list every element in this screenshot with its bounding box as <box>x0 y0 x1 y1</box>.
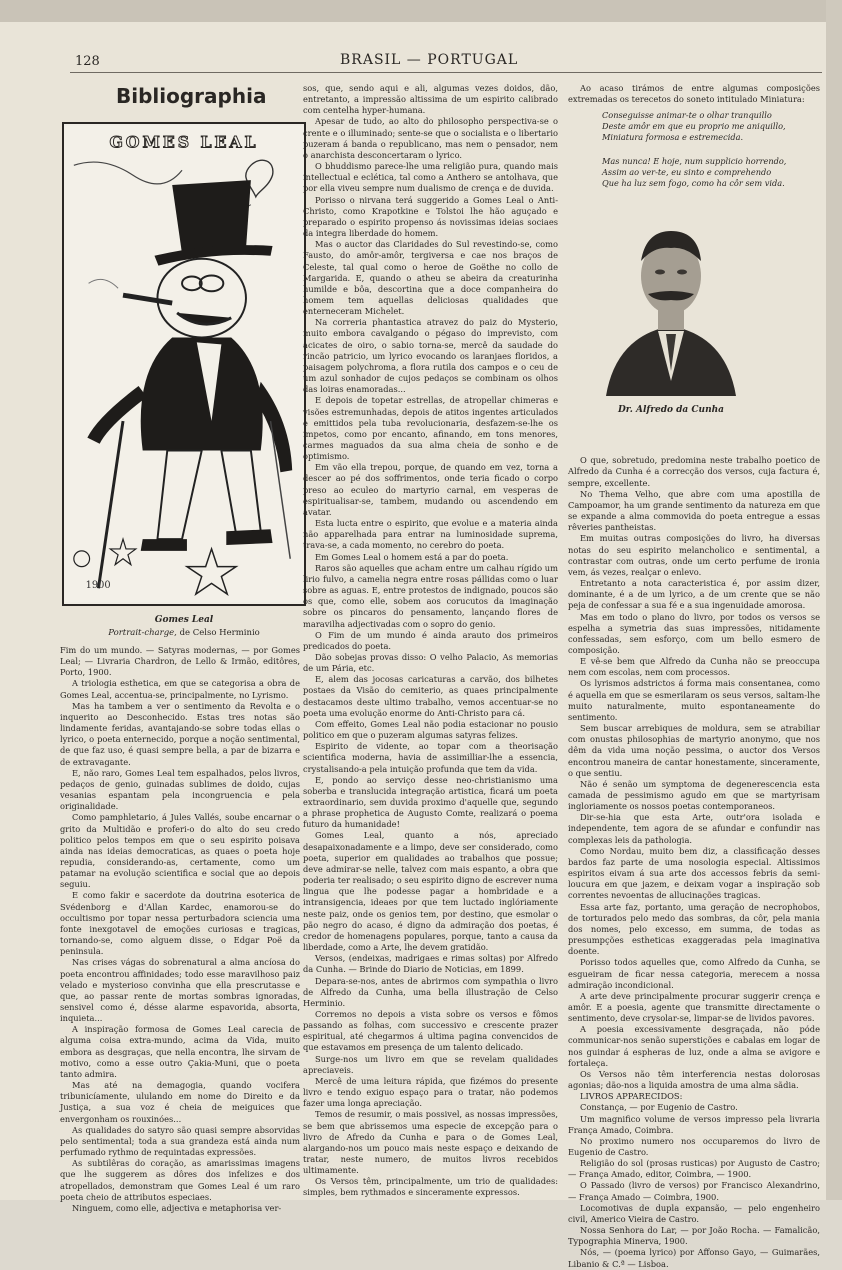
poem-line: Deste amôr em que eu proprio me aniquillo, <box>602 121 786 131</box>
figure-caption-name: Gomes Leal <box>154 615 214 625</box>
poem-line: Conseguisse animar-te o olhar tranquillo <box>602 110 772 120</box>
paragraph: E depois de topetar estrellas, de atropellar chimeras e visões estremunhadas, depois de atitos ingentes articulados e emittidos pela tuba revolucionaria, desfazem-se-lhe os impetos, como por encanto, afinando, em tons menores, carmes maguados da sua alma cheia de sonho e de optimismo. <box>303 395 558 462</box>
paragraph: sos, que, sendo aqui e ali, algumas vezes doidos, dão, entretanto, a impressão altissima de um espirito calibrado com centelha hyper-humana. <box>303 83 558 116</box>
paragraph: As qualidades do satyro são quasi sempre absorvidas pelo sentimental; toda a sua grandeza está ainda num perfumado rythmo de requintadas expressões. <box>60 1124 300 1158</box>
paragraph: O que, sobretudo, predomina neste trabalho poetico de Alfredo da Cunha é a correcção dos versos, cuja factura é, sempre, excellente. <box>568 455 820 488</box>
paragraph: E como fakir e sacerdote da doutrina esoterica de Svédenborg e d'Allan Kardec, enamorou-se do occultismo por topar nessa perturbadora sciencia uma fonte inexgotavel de emoções curiosas e tragicas, tornando-se, como alguem disse, o Edgar Poë da peninsula. <box>60 890 300 957</box>
paragraph: Surge-nos um livro em que se revelam qualidades apreciaveis. <box>303 1053 558 1075</box>
paragraph: Gomes Leal, quanto a nós, apreciado desapaixonadamente e a limpo, deve ser considerado, como poeta, superior em qualidades ao trabalhos que possue; deve admirar-se nelle, talvez com mais espanto, a obra que poderia ter realisado; o seu espirito digno de escrever numa lingua que lhe podesse pagar a hombridade e a intransigencia, ideaes por que tem luctado inglóriamente neste paiz, onde os genios tem, por destino, que esmolar o pão negro do acaso, é digno da admiração dos poetas, é credor de homenagens populares, porque, tanto a causa da liberdade, como a Arte, lhe devem gratidão. <box>303 830 558 953</box>
paragraph: Os lyrismos adstrictos á forma mais consentanea, como é aquella em que se esmerilaram os seus versos, saltam-lhe muito naturalmente, muito espontaneamente do sentimento. <box>568 678 820 722</box>
paragraph: A inspiração formosa de Gomes Leal carecia de alguma coisa extra-mundo, acima da Vida, muito embora as desgraças, que nella encontra, lhe sirvam de motivo, como a esse outro Çakia-Muni, que o poeta tanto admira. <box>60 1024 300 1079</box>
paragraph: O bhuddismo parece-lhe uma religião pura, quando mais intellectual e eclética, tal como a Anthero se antolhava, que por ella viveu sempre num dualismo de crença e de duvida. <box>303 161 558 194</box>
poem-stanza-2 <box>602 156 786 189</box>
header-rule <box>70 72 822 73</box>
paragraph: A triologia esthetica, em que se categorisa a obra de Gomes Leal, accentua-se, principalmente, no Lyrismo. <box>60 678 300 700</box>
column3-intro: Ao acaso tirámos de entre algumas composições extremadas os terecetos do soneto intitulado Miniatura: <box>568 83 820 105</box>
paragraph: Na correria phantastica atravez do paiz do Mysterio, muito embora cavalgando o pégaso do imprevisto, com acicates de oiro, o sabio torna-se, mercê da saudade do rincão patricio, um lyrico evocando os laranjaes floridos, a paisagem polychroma, a flora rutila dos campos e o ceu de um azul sonhador de cujos pedaços se combinam os olhos das loiras enamoradas... <box>303 317 558 395</box>
caption-credit-italic: Portrait-charge, <box>108 628 177 638</box>
paragraph: Depara-se-nos, antes de abrirmos com sympathia o livro de Alfredo da Cunha, uma bella illustração de Celso Herminio. <box>303 975 558 1008</box>
paragraph: As subtilêras do coração, as amarissimas imagens que lhe suggerem as dôres dos infelizes e dos atropellados, demonstram que Gomes Leal é um raro poeta cheio de attributos especiaes. <box>60 1158 300 1202</box>
paragraph: Porisso o nirvana terá suggerido a Gomes Leal o Anti-Christo, como Krapotkine e Tolstoi lhe hão aguçado e preparado o espirito propenso ás novissimas ideias sociaes da integra liberdade do homem. <box>303 194 558 239</box>
paragraph: Como Nordau, muito bem diz, a classificação desses bardos faz parte de uma nosologia especial. Altissimos espiritos eivam á sua arte dos accessos febris da semi-loucura em que jazem, e deixam vogar a inspiração sob correntes nevoentas de allucinações tragicas. <box>568 845 820 901</box>
paragraph: Raros são aquelles que acham entre um calhau rígido um lirio fulvo, a camelia negra entre rosas pállidas como o luar sobre as aguas. E, entre protestos de indignado, poucos são os que, como elle, sobem aos corucutos da imaginação sobre os pincaros do pensamento, lançando flores de maravilha adjectivadas com o sopro do genio. <box>303 562 558 629</box>
paragraph: A poesia excessivamente desgraçada, não póde communicar-nos senão superstições e cabalas em logar de nos guindar á espheras de luz, onde a alma se avigore e fortaleça. <box>568 1024 820 1068</box>
paragraph: E, não raro, Gomes Leal tem espalhados, pelos livros, pedaços de genio, guinadas sublimes de doido, cujas vesanias espantam pela incongruencia e pela originalidade. <box>60 767 300 812</box>
portrait-drawing <box>586 206 756 396</box>
caption-credit-text: de Celso Herminio <box>179 628 260 638</box>
paragraph: Um magnifico volume de versos impresso pela livraria França Amado, Coimbra. <box>568 1113 820 1135</box>
poem-line: Miniatura formosa e estremecida. <box>602 132 744 142</box>
paragraph: Nossa Senhora do Lar, — por João Rocha. — Famalicão, Typographia Minerva, 1900. <box>568 1225 820 1247</box>
paragraph: Espirito de vidente, ao topar com a theorisação scientifica moderna, havia de assimilliar-lhe a essencia, crystalisando-a pela intuição profunda que tem da vida. <box>303 741 558 774</box>
portrait-photo <box>586 206 756 396</box>
paragraph: Corremos no depois a vista sobre os versos e fômos passando as folhas, com successivo e crescente prazer espiritual, até chegarmos á ultima pagina convencidos de que estavamos em presença de um talento delicado. <box>303 1008 558 1053</box>
paragraph: Mercê de uma leitura rápida, que fizémos do presente livro e tendo exiguo espaço para o tratar, não podemos fazer uma longa apreciação. <box>303 1075 558 1109</box>
poem-line: Mas nunca! E hoje, num supplicio horrendo, <box>602 156 787 166</box>
portrait-caption: Dr. Alfredo da Cunha <box>617 405 725 415</box>
running-title: BRASIL — PORTUGAL <box>340 52 519 68</box>
page-number: 128 <box>75 54 100 69</box>
paragraph: Temos de resumir, o mais possivel, as nossas impressões, se bem que abrissemos uma especie de excepção para o livro de Afredo da Cunha e para o de Gomes Leal, alargando-nos um pouco mais neste espaço e deixando de tratar, neste numero, de muitos livros recebidos ultimamente. <box>303 1109 558 1176</box>
paragraph: Sem buscar arrebiques de moldura, sem se atrabiliar com onustas philosophias de martyrio anonymo, que nos dêm da vida uma noção pessima, o auctor dos Versos encontrou maneira de cantar honestamente, sinceramente, o que sentiu. <box>568 723 820 778</box>
paragraph: No proximo numero nos occuparemos do livro de Eugenio de Castro. <box>568 1135 820 1157</box>
paragraph: Apesar de tudo, ao alto do philosopho perspectiva-se o crente e o illuminado; sente-se que o socialista e o libertario puzeram á banda o republicano, mas nem o pensador, nem o anarchista desconcertaram o lyrico. <box>303 116 558 160</box>
paragraph: Essa arte faz, portanto, uma geração de necrophobos, de torturados pelo medo das sombras, da côr, pela mania dos nomes, pelo excesso, em summa, de todas as presumpções estheticas exaggeradas pela imaginativa doente. <box>568 901 820 957</box>
paragraph: A arte deve principalmente procurar suggerir crença e amôr. E a poesia, agente que transmitte directamente o sentimento, deve crysolar-se, limpar-se de lividos pavores. <box>568 990 820 1024</box>
paragraph: Religião do sol (prosas rusticas) por Augusto de Castro; — França Amado, editor, Coimbra, — 1900. <box>568 1158 820 1180</box>
paragraph: E, pondo ao serviço desse neo-christianismo uma soberba e translucida integração artistica, ficará um poeta extraordinario, sem duvida proximo d'aquelle que, segundo a phrase prophetica de Augusto Comte, realizará o poema futuro da humanidade! <box>303 774 558 830</box>
paragraph: E, alem das jocosas caricaturas a carvão, dos bilhetes postaes da Visão do cemiterio, as quaes principalmente destacamos deste ultimo trabalho, vemos accentuar-se no poeta uma evolução enorme do Anti-Christo para cá. <box>303 674 558 718</box>
paragraph: Mas ha tambem a ver o sentimento da Revolta e o inquerito ao Desconhecido. Estas tres notas são lindamente feridas, avantajando-se sobre todas ellas o lyrico, o poeta enternecido, porque a noção sentimental, de que faz uso, é quasi sempre bella, a par de bizarra e de extravagante. <box>60 700 300 767</box>
paragraph: Porisso todos aquelles que, como Alfredo da Cunha, se esgueiram de ficar nessa categoria, merecem a nossa admiração incondicional. <box>568 957 820 990</box>
paragraph: Entretanto a nota caracteristica é, por assim dizer, dominante, é a de um lyrico, a de um crente que se não peja de confessar a sua fé e a sua ingenuidade amorosa. <box>568 578 820 611</box>
paragraph: Os Versos não têm interferencia nestas dolorosas agonias; dão-nos a liquida amostra de uma alma sãdia. <box>568 1068 820 1091</box>
paragraph: Não é senão um symptoma de degenerescencia esta camada de pessimismo agudo em que se martyrisam ingloriamente os nossos poetas contemporaneos. <box>568 778 820 812</box>
paragraph: Mas o auctor das Claridades do Sul revestindo-se, como Fausto, do amôr-amôr, tergiversa e cae nos braços de Celeste, tal qual como o heroe de Goëthe no collo de Margarida. E, quando o atheu se abeira da creaturinha humilde e bôa, descortina que a doce companheira do homem tem aquellas deliciosas qualidades que enterneceram Michelet. <box>303 239 558 317</box>
paragraph: Versos, (endeixas, madrigaes e rimas soltas) por Alfredo da Cunha. — Brinde do Diario de Noticias, em 1899. <box>303 953 558 975</box>
paragraph: Esta lucta entre o espirito, que evolue e a materia ainda não apparelhada para entrar na luminosidade suprema, trava-se, a cada momento, no cerebro do poeta. <box>303 518 558 551</box>
paragraph: Como pamphletario, á Jules Vallés, soube encarnar o grito da Multidão e proferi-o do alto do seu credo politico pelos tempos em que o seu espirito poisava ainda nas ideias democraticas, as quaes o poeta hoje repudia, considerando-as, certamente, como um patamar na evolução scientifica e social que ao depois seguiu. <box>60 812 300 890</box>
paragraph: Os Versos têm, principalmente, um trio de qualidades: simples, bem rythmados e sinceramente expressos. <box>303 1176 558 1198</box>
paragraph: Dão sobejas provas disso: O velho Palacio, As memorias de um Pária, etc. <box>303 651 558 674</box>
paragraph: E vê-se bem que Alfredo da Cunha não se preoccupa nem com escolas, nem com processos. <box>568 656 820 678</box>
paragraph: Mas até na demagogia, quando vocifera tribunicíamente, ululando em nome do Direito e da Justiça, a sua voz é cheia de meiguices que envergonham os rouxinóes... <box>60 1080 300 1124</box>
column-2 <box>303 83 558 1199</box>
paragraph: LIVROS APPARECIDOS: <box>580 1091 683 1102</box>
paragraph: Ninguem, como elle, adjectiva e metaphorisa ver- <box>72 1202 282 1213</box>
poem-stanza-1 <box>602 110 786 143</box>
art-year: 1900 <box>85 580 111 592</box>
paragraph: Constança, — por Eugenio de Castro. <box>580 1102 738 1113</box>
paragraph: O Fim de um mundo é ainda arauto dos primeiros predicados do poeta. <box>303 629 558 651</box>
paragraph: Com effeito, Gomes Leal não podia estacionar no pousio politico em que o puzeram algumas satyras felizes. <box>303 718 558 741</box>
paragraph: Em muitas outras composições do livro, ha diversas notas do seu espirito melancholico e sentimental, a contrastar com outras, onde um certo perfume de ironia vem, ás vezes, realçar o enlevo. <box>568 533 820 577</box>
scan-top-edge <box>0 0 842 22</box>
paragraph: Nós, — (poema lyrico) por Affonso Gayo, — Guimarães, Libanio & C.ª — Lisboa. <box>568 1247 820 1269</box>
art-title-lettering: GOMES LEAL <box>109 132 259 152</box>
poem-line: Que ha luz sem fogo, como ha côr sem vida. <box>602 178 785 188</box>
paragraph: Mas em todo o plano do livro, por todos os versos se espelha a symetria das suas impressões, nitidamente confessadas, sem esforço, com um bello esmero de composição. <box>568 611 820 655</box>
paragraph: Dir-se-hia que esta Arte, outr'ora isolada e independente, tem agora de se afundar e confundir nas complexas leis da pathologia. <box>568 812 820 845</box>
paragraph: No Thema Velho, que abre com uma apostilla de Campoamor, ha um grande sentimento da natureza em que se expande a alma commovida do poeta entregue a essas rêveries pantheistas. <box>568 488 820 533</box>
paragraph: Nas crises vágas do sobrenatural a alma ancíosa do poeta encontrou affinidades; todo esse maravilhoso paiz velado e mysterioso convinha que ella prescrutasse e que, ao passar rente de mortas sombras ignoradas, sensivel como é, désse alarme espavorida, absorta, inquieta... <box>60 957 300 1024</box>
paragraph: O Passado (livro de versos) por Francisco Alexandrino, — França Amado — Coimbra, 1900. <box>568 1180 820 1202</box>
paragraph: Locomotivas de dupla expansão, — pelo engenheiro civil, Americo Vieira de Castro. <box>568 1202 820 1224</box>
paragraph: Em vão ella trepou, porque, de quando em vez, torna a descer ao pé dos soffrimentos, onde teria ficado o corpo preso ao eculeo do martyrio carnal, em vesperas de espiritualisar-se, tambem, mudando ou ascendendo em avatar. <box>303 462 558 517</box>
column-1 <box>60 83 300 1214</box>
scan-right-edge <box>826 0 842 1200</box>
paragraph: Fim do um mundo. — Satyras modernas, — por Gomes Leal; — Livraria Chardron, de Lello & Irmão, editôres, Porto, 1900. <box>60 645 300 678</box>
poem-line: Assim ao ver-te, eu sinto e comprehendo <box>602 167 772 177</box>
paragraph: Em Gomes Leal o homem está a par do poeta. <box>315 551 509 562</box>
section-title: Bibliographia <box>116 84 267 108</box>
